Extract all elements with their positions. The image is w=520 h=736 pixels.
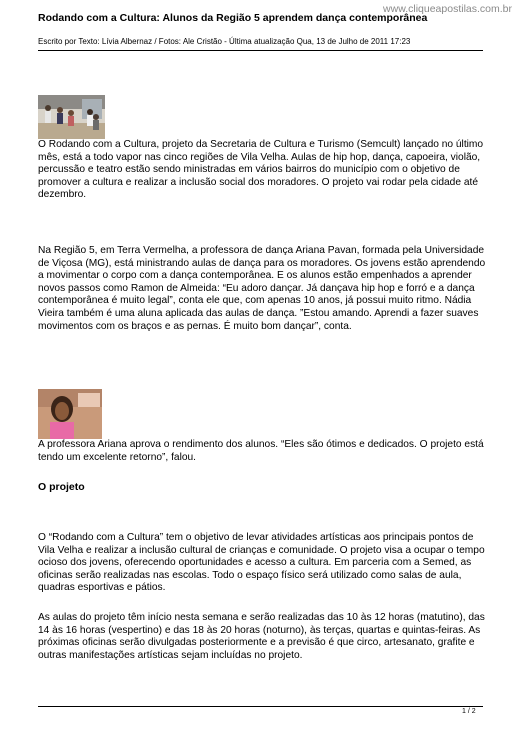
section-heading: O projeto	[38, 481, 85, 493]
page-number: 1 / 2	[462, 708, 476, 715]
article-paragraph: O “Rodando com a Cultura” tem o objetivo de levar atividades artísticas aos principais pontos de Vila Velha e realizar a inclusão cultural de crianças e comunidade. O projeto visa a ocupar o tempo ocioso dos jovens, oferecendo oportunidades e acesso a cultura. Em parceria com a Semed, as oficinas serão realizadas nas escolas. Todo o espaço físico será utilizado como salas de aula, quadras esportivas e pátios.	[38, 532, 485, 594]
student-portrait-photo	[38, 389, 102, 439]
site-watermark: www.cliqueapostilas.com.br	[383, 3, 512, 15]
article-title: Rodando com a Cultura: Alunos da Região 5 aprendem dança contemporânea	[38, 12, 428, 24]
article-paragraph: O Rodando com a Cultura, projeto da Secretaria de Cultura e Turismo (Semcult) lançado no último mês, está a todo vapor nas cinco regiões de Vila Velha. Aulas de hip hop, dança, capoeira, violão, percussão e teatro estão sendo ministradas em vários bairros do município com o objetivo de promover a cultura e realizar a inclusão social dos moradores. O projeto vai rodar pela cidade até dezembro.	[38, 139, 484, 201]
footer-divider	[38, 706, 483, 707]
dance-class-photo	[38, 95, 105, 139]
dance-class-image	[38, 95, 105, 139]
article-byline: Escrito por Texto: Lívia Albernaz / Fotos: Ale Cristão - Última atualização Qua, 13 de Julho de 2011 17:23	[38, 37, 411, 46]
student-portrait-image	[38, 389, 102, 439]
article-paragraph: Na Região 5, em Terra Vermelha, a professora de dança Ariana Pavan, formada pela Universidade de Viçosa (MG), está ministrando aulas de dança para os moradores. Os jovens estão aprendendo a movimentar o corpo com a dança contemporânea. E os alunos estão empenhados a aprender novos passos como Ramon de Almeida: “Eu adoro dançar. Já dançava hip hop e forró e a dança contemporânea é muito legal”, conta ele que, com apenas 10 anos, já possui muito ritmo. Nádia Vieira também é uma aluna aplicada das aulas de dança. ”Estou amando. Aprendi a fazer suaves movimentos com os braços e as pernas. É muito bom dançar”, conta.	[38, 245, 486, 332]
article-paragraph: A professora Ariana aprova o rendimento dos alunos. “Eles são ótimos e dedicados. O projeto está tendo um excelente retorno”, falou.	[38, 439, 484, 463]
article-paragraph: As aulas do projeto têm início nesta semana e serão realizadas das 10 às 12 horas (matutino), das 14 às 16 horas (vespertino) e das 18 às 20 horas (noturno), às terças, quartas e quintas-feiras. As próximas oficinas serão divulgadas posteriormente e a previsão é que circo, artesanato, grafite e outras manifestações artísticas sejam incluídas no projeto.	[38, 612, 485, 661]
header-divider	[38, 50, 483, 51]
